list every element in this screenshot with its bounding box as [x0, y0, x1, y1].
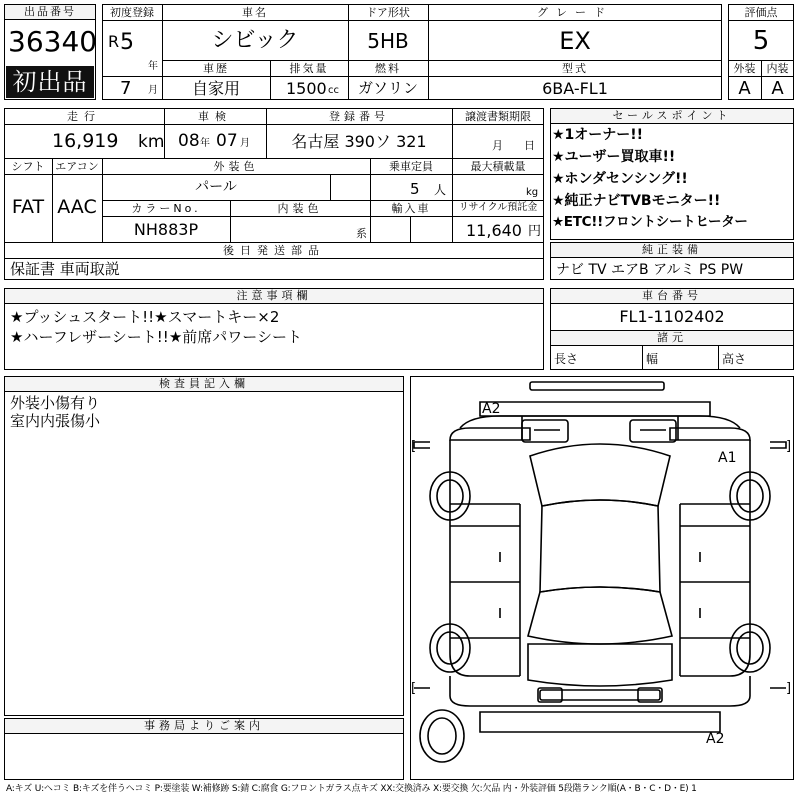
car-name-label: 車名 — [242, 6, 268, 19]
interior-grade: A — [771, 78, 784, 99]
car-name: シビック — [211, 28, 299, 53]
insp-month-unit: 月 — [240, 138, 250, 149]
displacement-unit: cc — [328, 85, 339, 96]
bracket-right: ] — [786, 439, 792, 454]
transfer-month-unit: 月 — [492, 139, 503, 152]
sales-point-item: ★ホンダセンシング!! — [552, 171, 688, 187]
insp-month: 07 — [216, 131, 238, 151]
recycle-unit: 円 — [528, 224, 542, 239]
damage-mark: A2 — [482, 401, 501, 417]
damage-mark: A2 — [706, 731, 725, 747]
ext-color: パール — [195, 179, 237, 195]
office-label: 事務局よりご案内 — [4, 718, 404, 734]
first-listing-text: 初出品 — [12, 68, 88, 96]
int-color-unit: 系 — [356, 227, 367, 240]
legend: A:キズ U:ヘコミ B:キズを伴うヘコミ P:要塗装 W:補修跡 S:錆 C:腐食 G:フロントガラス点キズ XX:交換済み X:要交換 欠:欠品 内・外装評価 5段階ランク順(A・B・C・D・E) 1 — [6, 784, 697, 794]
transfer-label: 譲渡書類期限 — [465, 110, 531, 123]
recycle: 11,640 — [466, 221, 522, 240]
height-label: 高さ — [722, 352, 747, 366]
insp-year-unit: 年 — [200, 138, 210, 149]
fuel-label: 燃料 — [375, 62, 401, 75]
car-diagram-svg — [410, 376, 794, 780]
rating-label: 評価点 — [744, 6, 778, 19]
door-label: ドア形状 — [366, 6, 410, 19]
exterior-grade: A — [738, 78, 751, 99]
load-unit: kg — [526, 187, 539, 198]
genuine-equipment: ナビ TV エアB アルミ PS PW — [556, 262, 744, 278]
capacity: 5 — [410, 180, 420, 198]
capacity-unit: 人 — [434, 183, 447, 197]
sales-point-item: ★ETC!!フロントシートヒーター — [552, 214, 748, 230]
interior-label: 内装 — [766, 62, 789, 75]
width-label: 幅 — [646, 352, 659, 366]
lot-number: 36340 — [8, 25, 98, 58]
insp-year: 08 — [178, 131, 200, 151]
bracket-right-lower: ] — [786, 681, 792, 696]
later-parts: 保証書 車両取説 — [10, 260, 120, 278]
displacement: 1500 — [286, 79, 327, 98]
ac-label: エアコン — [55, 160, 99, 173]
color-no-label: カラーNo. — [131, 202, 201, 215]
transfer-day-unit: 日 — [524, 139, 535, 152]
reg-month: 7 — [120, 78, 132, 99]
exterior-label: 外装 — [733, 62, 756, 75]
reg-year: 5 — [120, 30, 134, 55]
era: R — [108, 32, 120, 51]
sales-point-item: ★1オーナー!! — [552, 127, 644, 143]
first-reg-label: 初度登録 — [110, 6, 154, 19]
load-label: 最大積載量 — [470, 160, 526, 173]
notes-line: ★プッシュスタート!!★スマートキー×2 — [10, 308, 280, 326]
bracket-left: [ — [411, 439, 417, 454]
shift: FAT — [11, 196, 45, 218]
chassis-label: 車台番号 — [550, 288, 794, 304]
grade: EX — [559, 27, 591, 55]
plate: 名古屋 390ソ 321 — [291, 132, 427, 151]
later-parts-label: 後日発送部品 — [223, 244, 325, 257]
chassis-number: FL1-1102402 — [619, 307, 725, 326]
inspector-label: 検査員記入欄 — [4, 376, 404, 392]
color-no: NH883P — [133, 220, 199, 239]
capacity-label: 乗車定員 — [389, 160, 433, 173]
sales-points-label: セールスポイント — [550, 108, 794, 124]
mileage-label: 走行 — [67, 110, 101, 123]
lot-number-label: 出品番号 — [4, 4, 96, 20]
inspector-line: 室内内張傷小 — [10, 412, 101, 430]
import-label: 輸入車 — [391, 202, 431, 215]
notes-label: 注意事項欄 — [4, 288, 544, 304]
model-label: 型式 — [562, 62, 588, 75]
mileage-unit: km — [138, 132, 165, 152]
grade-label: グレード — [537, 6, 613, 19]
ext-color-label: 外装色 — [213, 160, 259, 173]
history-label: 車歴 — [203, 62, 229, 75]
recycle-label: リサイクル預託金 — [458, 202, 538, 213]
door-type: 5HB — [367, 29, 409, 53]
fuel: ガソリン — [357, 79, 418, 97]
int-color-label: 内装色 — [277, 202, 323, 215]
model: 6BA-FL1 — [542, 79, 608, 98]
genuine-equipment-label: 純正装備 — [550, 242, 794, 258]
first-listing-badge — [6, 66, 94, 98]
reg-month-unit: 月 — [148, 85, 158, 96]
inspection-label: 車検 — [198, 110, 232, 123]
notes-line: ★ハーフレザーシート!!★前席パワーシート — [10, 328, 302, 346]
reg-year-unit: 年 — [148, 61, 158, 72]
rating-score: 5 — [752, 26, 770, 56]
damage-mark: A1 — [718, 450, 737, 466]
sales-points-list — [552, 128, 794, 238]
inspector-line: 外装小傷有り — [10, 394, 101, 412]
sales-point-item: ★純正ナビTVBモニター!! — [552, 193, 721, 209]
length-label: 長さ — [554, 352, 579, 366]
bracket-left-lower: [ — [411, 681, 417, 696]
shift-label: シフト — [11, 160, 45, 173]
ac: AAC — [57, 196, 97, 218]
displacement-label: 排気量 — [289, 62, 329, 75]
dims-label: 諸元 — [550, 330, 794, 346]
sales-point-item: ★ユーザー買取車!! — [552, 149, 676, 165]
history: 自家用 — [191, 79, 240, 98]
mileage: 16,919 — [52, 130, 119, 152]
plate-label: 登録番号 — [329, 110, 389, 123]
